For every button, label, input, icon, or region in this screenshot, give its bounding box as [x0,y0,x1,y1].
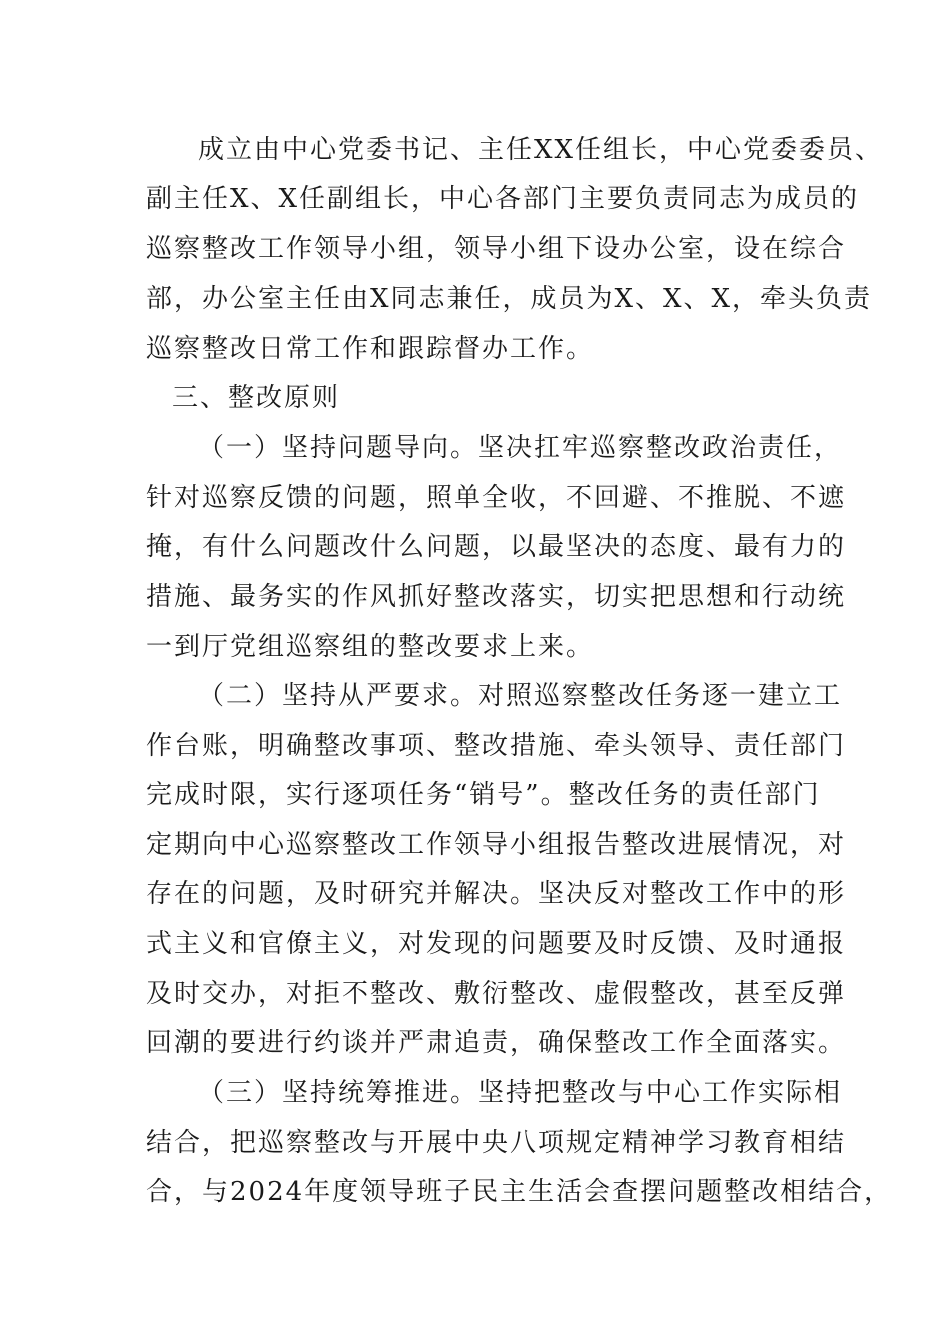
text-line-14: 完成时限，实行逐项任务“销号”。整改任务的责任部门 [146,780,821,810]
text-line-13: 作台账，明确整改事项、整改措施、牵头领导、责任部门 [146,731,847,761]
text-line-5: 巡察整改日常工作和跟踪督办工作。 [146,334,595,364]
text-line-20: （三）坚持统筹推进。坚持把整改与中心工作实际相 [198,1078,843,1108]
text-line-10: 措施、最务实的作风抓好整改落实，切实把思想和行动统 [146,582,847,612]
text-line-22: 合，与2024年度领导班子民主生活会查摆问题整改相结合， [146,1177,893,1207]
text-line-2: 副主任X、X任副组长，中心各部门主要负责同志为成员的 [146,184,860,214]
text-line-19: 回潮的要进行约谈并严肃追责，确保整改工作全面落实。 [146,1028,847,1058]
text-line-17: 式主义和官僚主义，对发现的问题要及时反馈、及时通报 [146,929,847,959]
text-line-11: 一到厅党组巡察组的整改要求上来。 [146,632,595,662]
section-heading: 三、整改原则 [172,383,341,413]
text-line-8: 针对巡察反馈的问题，照单全收，不回避、不推脱、不遮 [146,483,847,513]
text-line-18: 及时交办，对拒不整改、敷衍整改、虚假整改，甚至反弹 [146,979,847,1009]
text-line-15: 定期向中心巡察整改工作领导小组报告整改进展情况，对 [146,830,847,860]
text-line-1: 成立由中心党委书记、主任XX任组长，中心党委委员、 [198,135,884,165]
text-line-21: 结合，把巡察整改与开展中央八项规定精神学习教育相结 [146,1128,847,1158]
text-line-16: 存在的问题，及时研究并解决。坚决反对整改工作中的形 [146,879,847,909]
text-line-4: 部，办公室主任由X同志兼任，成员为X、X、X，牵头负责 [146,284,873,314]
text-line-7: （一）坚持问题导向。坚决扛牢巡察整改政治责任， [198,433,843,463]
text-line-12: （二）坚持从严要求。对照巡察整改任务逐一建立工 [198,681,843,711]
text-line-3: 巡察整改工作领导小组，领导小组下设办公室，设在综合 [146,234,847,264]
text-line-9: 掩，有什么问题改什么问题，以最坚决的态度、最有力的 [146,532,847,562]
